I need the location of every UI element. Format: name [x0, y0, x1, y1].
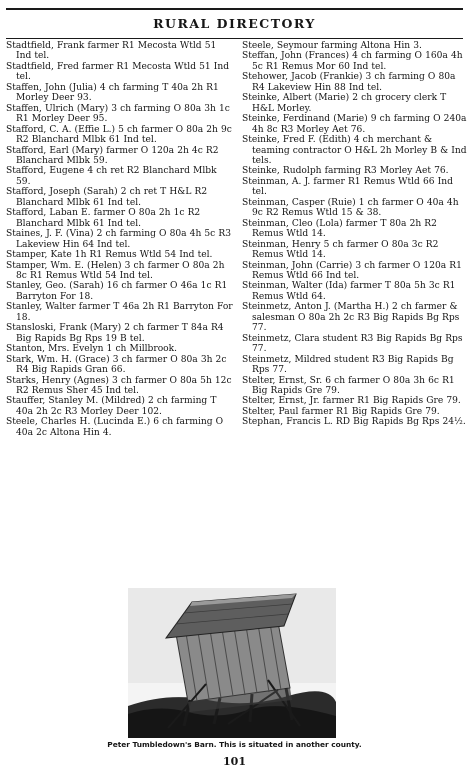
directory-entry: Stafford, C. A. (Effie L.) 5 ch farmer O 80a 2h 9c R2 Blanchard Mlbk 61 Ind tel. — [6, 124, 232, 146]
page-header — [6, 8, 463, 39]
directory-entry: Steffan, John (Frances) 4 ch farming O 160a 4h 5c R1 Remus Mor 60 Ind tel. — [242, 51, 463, 72]
directory-entry: Steele, Seymour farming Altona Hin 3. — [242, 41, 422, 51]
directory-entry: Stamper, Wm. E. (Helen) 3 ch farmer O 80a 2h 8c R1 Remus Wtld 54 Ind tel. — [6, 260, 225, 281]
directory-entry: Steinke, Rudolph farming R3 Morley Aet 76. — [242, 166, 449, 177]
directory-entry: Stafford, Joseph (Sarah) 2 ch ret T H&L R2 Blanchard Mlbk 61 Ind tel. — [6, 187, 208, 208]
directory-entry: Stephan, Francis L. RD Big Rapids Bg Rps 24½. — [242, 417, 466, 428]
directory-entry: Stafford, Laban E. farmer O 80a 2h 1c R2 Blanchard Mlbk 61 Ind tel. — [6, 208, 201, 229]
directory-entry: Stanley, Walter farmer T 46a 2h R1 Barryton For 18. — [6, 302, 233, 323]
directory-entry: Staffen, John (Julia) 4 ch farming T 40a 2h R1 Morley Deer 93. — [6, 82, 219, 104]
directory-entry: Stanton, Mrs. Evelyn 1 ch Millbrook. — [6, 344, 178, 355]
directory-entry: Stauffer, Stanley M. (Mildred) 2 ch farming T 40a 2h 2c R3 Morley Deer 102. — [6, 396, 217, 417]
directory-entry: Starks, Henry (Agnes) 3 ch farmer O 80a 5h 12c R2 Remus Sher 45 Ind tel. — [6, 375, 232, 396]
directory-entry: Steinman, Cleo (Lola) farmer T 80a 2h R2 Remus Wtld 14. — [242, 218, 437, 240]
directory-entry: Stamper, Kate 1h R1 Remus Wtld 54 Ind tel. — [6, 250, 213, 261]
directory-entry: Steinke, Albert (Marie) 2 ch grocery clerk T H&L Morley. — [242, 93, 447, 114]
directory-entry: Stelter, Ernst, Jr. farmer R1 Big Rapids Gre 79. — [242, 396, 461, 407]
left-column — [6, 41, 234, 438]
directory-entry: Steinmetz, Anton J. (Martha H.) 2 ch farmer & salesman O 80a 2h 2c R3 Big Rapids Bg Rps 77. — [242, 302, 460, 334]
directory-entry: Stehower, Jacob (Frankie) 3 ch farming O 80a R4 Lakeview Hin 88 Ind tel. — [242, 72, 456, 93]
directory-entry: Steinke, Fred F. (Edith) 4 ch merchant & teaming contractor O H&L 2h Morley B & Ind tels. — [242, 135, 467, 166]
directory-entry: Stafford, Eugene 4 ch ret R2 Blanchard Mlbk 59. — [6, 166, 217, 187]
directory-entry: Steinmetz, Clara student R3 Big Rapids Bg Rps 77. — [242, 333, 463, 355]
directory-entry: Stafford, Earl (Mary) farmer O 120a 2h 4c R2 Blanchard Mlbk 59. — [6, 145, 219, 166]
directory-entry: Stelter, Paul farmer R1 Big Rapids Gre 79. — [242, 406, 440, 417]
directory-entry: Steinman, John (Carrie) 3 ch farmer O 120a R1 Remus Wtld 66 Ind tel. — [242, 260, 462, 281]
right-column — [242, 41, 469, 428]
directory-entry: Stanley, Geo. (Sarah) 16 ch farmer O 46a 1c R1 Barryton For 18. — [6, 281, 228, 302]
directory-entry: Stelter, Ernst, Sr. 6 ch farmer O 80a 3h 6c R1 Big Rapids Gre 79. — [242, 375, 455, 396]
directory-entry: Steinman, A. J. farmer R1 Remus Wtld 66 Ind tel. — [242, 176, 453, 198]
directory-entry: Steinmetz, Mildred student R3 Big Rapids Bg Rps 77. — [242, 354, 454, 376]
directory-entry: Stadtfield, Frank farmer R1 Mecosta Wtld 51 Ind tel. — [6, 41, 217, 62]
page-title: RURAL DIRECTORY — [153, 16, 316, 31]
directory-entry: Staines, J. F. (Vina) 2 ch farming O 80a 4h 5c R3 Lakeview Hin 64 Ind tel. — [6, 229, 231, 250]
directory-entry: Stark, Wm. H. (Grace) 3 ch farmer O 80a 3h 2c R4 Big Rapids Gran 66. — [6, 354, 227, 376]
figure-caption: Peter Tumbledown's Barn. This is situated in another county. — [107, 740, 362, 749]
directory-entry: Stadtfield, Fred farmer R1 Mecosta Wtld 51 Ind tel. — [6, 61, 230, 83]
directory-entry: Stansloski, Frank (Mary) 2 ch farmer T 84a R4 Big Rapids Bg Rps 19 B tel. — [6, 323, 224, 344]
directory-entry: Steinke, Ferdinand (Marie) 9 ch farming O 240a 4h 8c R3 Morley Aet 76. — [242, 114, 467, 135]
page-number: 101 — [223, 755, 246, 768]
directory-entry: Steinman, Henry 5 ch farmer O 80a 3c R2 Remus Wtld 14. — [242, 239, 439, 261]
directory-entry: Staffen, Ulrich (Mary) 3 ch farming O 80a 3h 1c R1 Morley Deer 95. — [6, 103, 230, 125]
directory-entry: Steinman, Casper (Ruie) 1 ch farmer O 40a 4h 9c R2 Remus Wtld 15 & 38. — [242, 197, 459, 219]
directory-entry: Steele, Charles H. (Lucinda E.) 6 ch farming O 40a 2c Altona Hin 4. — [6, 417, 224, 438]
directory-entry: Steinman, Walter (Ida) farmer T 80a 5h 3c R1 Remus Wtld 64. — [242, 281, 456, 302]
barn-photo — [128, 588, 336, 738]
